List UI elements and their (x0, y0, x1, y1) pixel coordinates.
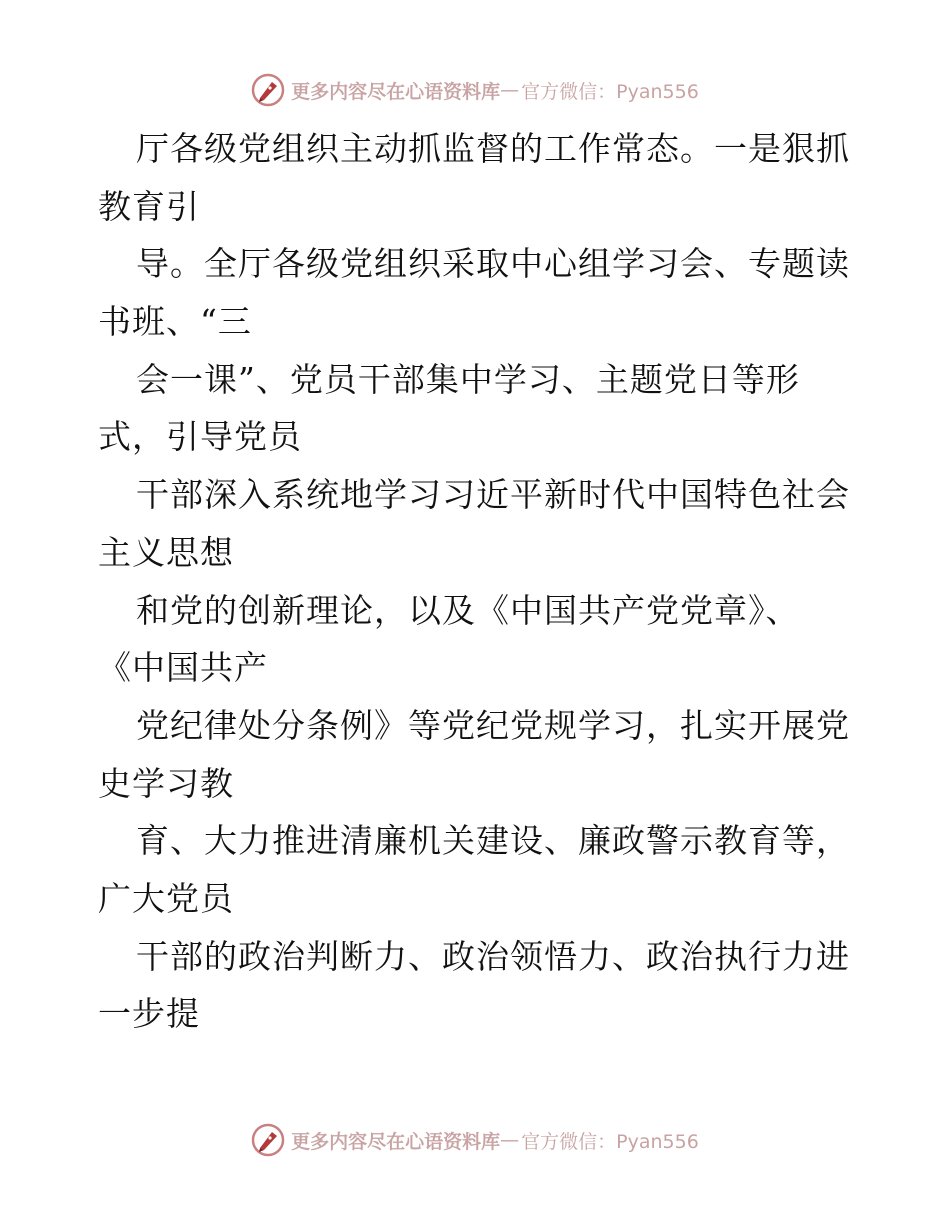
banner-contact: 官方微信：Pyan556 (521, 80, 699, 103)
text-line: 会一课”、党员干部集中学习、主题党日等形 (136, 359, 800, 399)
banner-separator: — (500, 79, 520, 101)
text-line: 导。全厅各级党组织采取中心组学习会、专题读 (136, 244, 850, 284)
banner-title: 更多内容尽在心语资料库 (291, 1130, 501, 1153)
banner-separator: — (500, 1129, 520, 1151)
text-line: 《中国共产 (98, 648, 268, 688)
text-line: 厅各级党组织主动抓监督的工作常态。一是狠抓 (136, 129, 850, 168)
text-line: 式，引导党员 (98, 417, 302, 457)
text-line: 广大党员 (98, 878, 234, 918)
text-line: 主义思想 (98, 532, 234, 572)
text-line: 一步提 (98, 994, 200, 1034)
text-line: 书班、“三 (98, 302, 252, 342)
document-body (98, 120, 858, 1043)
banner-contact: 官方微信：Pyan556 (521, 1130, 699, 1153)
text-line: 党纪律处分条例》等党纪党规学习，扎实开展党 (136, 705, 850, 745)
header-banner (0, 70, 950, 110)
text-line: 史学习教 (98, 763, 234, 803)
footer-banner (0, 1120, 950, 1160)
text-line: 育、大力推进清廉机关建设、廉政警示教育等， (136, 821, 850, 861)
text-line: 教育引 (98, 186, 200, 226)
banner-title: 更多内容尽在心语资料库 (291, 80, 501, 103)
text-line: 干部的政治判断力、政治领悟力、政治执行力进 (136, 936, 850, 976)
pen-nib-logo-icon (251, 1123, 285, 1157)
text-line: 干部深入系统地学习习近平新时代中国特色社会 (136, 475, 850, 515)
pen-nib-logo-icon (251, 73, 285, 107)
text-line: 和党的创新理论，以及《中国共产党党章》、 (136, 590, 800, 630)
